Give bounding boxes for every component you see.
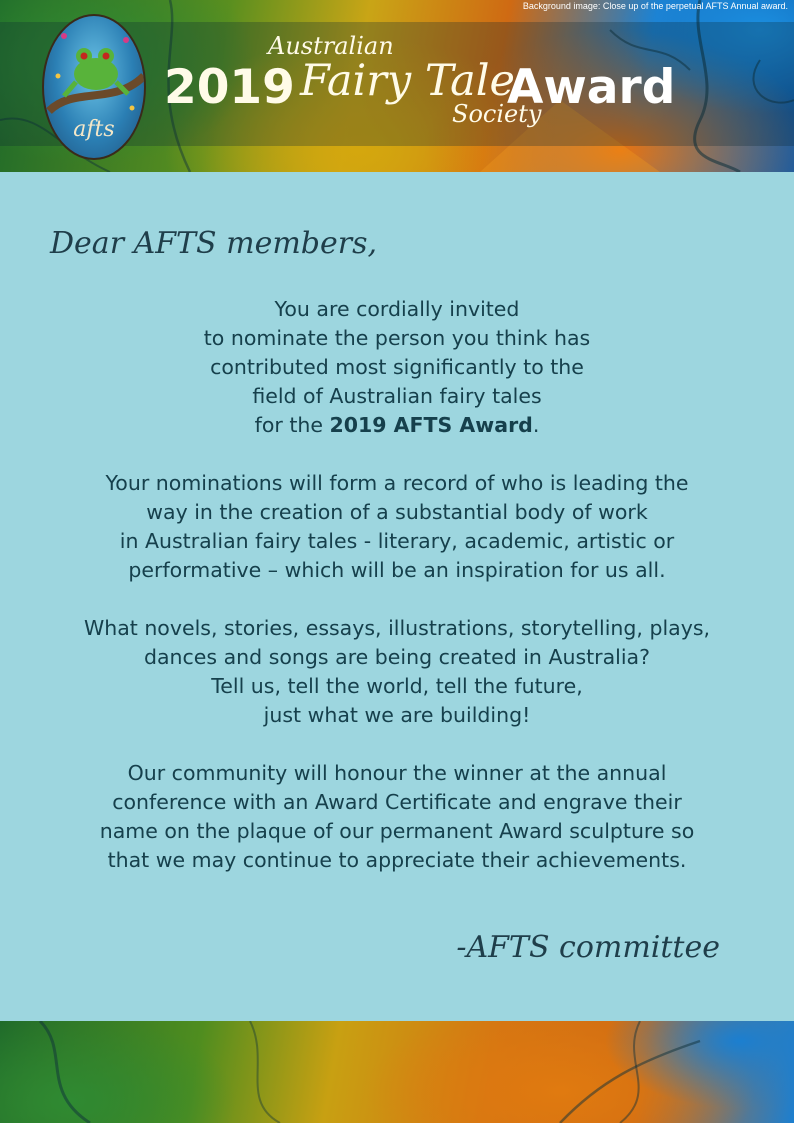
invitation-paragraph	[20, 295, 774, 440]
paragraph-line: Our community will honour the winner at the annual	[127, 761, 667, 785]
paragraph-line	[20, 411, 774, 440]
paragraph-line: What novels, stories, essays, illustrations, storytelling, plays,	[83, 616, 711, 640]
honour-paragraph	[20, 759, 774, 875]
line-prefix: for the	[254, 413, 330, 437]
footer-banner	[0, 1021, 794, 1123]
title-australian: Australian	[268, 32, 394, 60]
paragraph-line: name on the plaque of our permanent Award sculpture so	[99, 819, 695, 843]
nominations-paragraph	[20, 469, 774, 585]
paragraph-line: just what we are building!	[263, 703, 531, 727]
afts-logo	[42, 14, 146, 160]
title-year: 2019	[164, 60, 295, 115]
paragraph-line: You are cordially invited	[274, 297, 520, 321]
paragraph-line: way in the creation of a substantial body of work	[146, 500, 648, 524]
line-suffix: .	[532, 413, 540, 437]
paragraph-line: that we may continue to appreciate their achievements.	[107, 848, 687, 872]
paragraph-line: contributed most significantly to the	[210, 355, 584, 379]
paragraph-line: in Australian fairy tales - literary, academic, artistic or	[119, 529, 675, 553]
logo-text: afts	[73, 117, 115, 142]
signature: -AFTS committee	[456, 930, 720, 965]
title-society: Society	[452, 100, 542, 128]
greeting: Dear AFTS members,	[50, 226, 378, 261]
award-name: 2019 AFTS Award	[329, 413, 533, 437]
paragraph-line: field of Australian fairy tales	[252, 384, 542, 408]
header-banner	[0, 0, 794, 172]
paragraph-line: to nominate the person you think has	[203, 326, 591, 350]
paragraph-line: conference with an Award Certificate and engrave their	[112, 790, 682, 814]
paragraph-line: dances and songs are being created in Australia?	[143, 645, 651, 669]
paragraph-line: performative – which will be an inspiration for us all.	[128, 558, 666, 582]
questions-paragraph	[20, 614, 774, 730]
branch-pattern	[0, 1021, 794, 1123]
paragraph-line: Your nominations will form a record of who is leading the	[105, 471, 689, 495]
paragraph-line: Tell us, tell the world, tell the future,	[211, 674, 583, 698]
title-award: Award	[507, 60, 676, 115]
title-fairy-tale: Fairy Tale	[300, 56, 515, 106]
background-caption: Background image: Close up of the perpetual AFTS Annual award.	[522, 1, 788, 11]
